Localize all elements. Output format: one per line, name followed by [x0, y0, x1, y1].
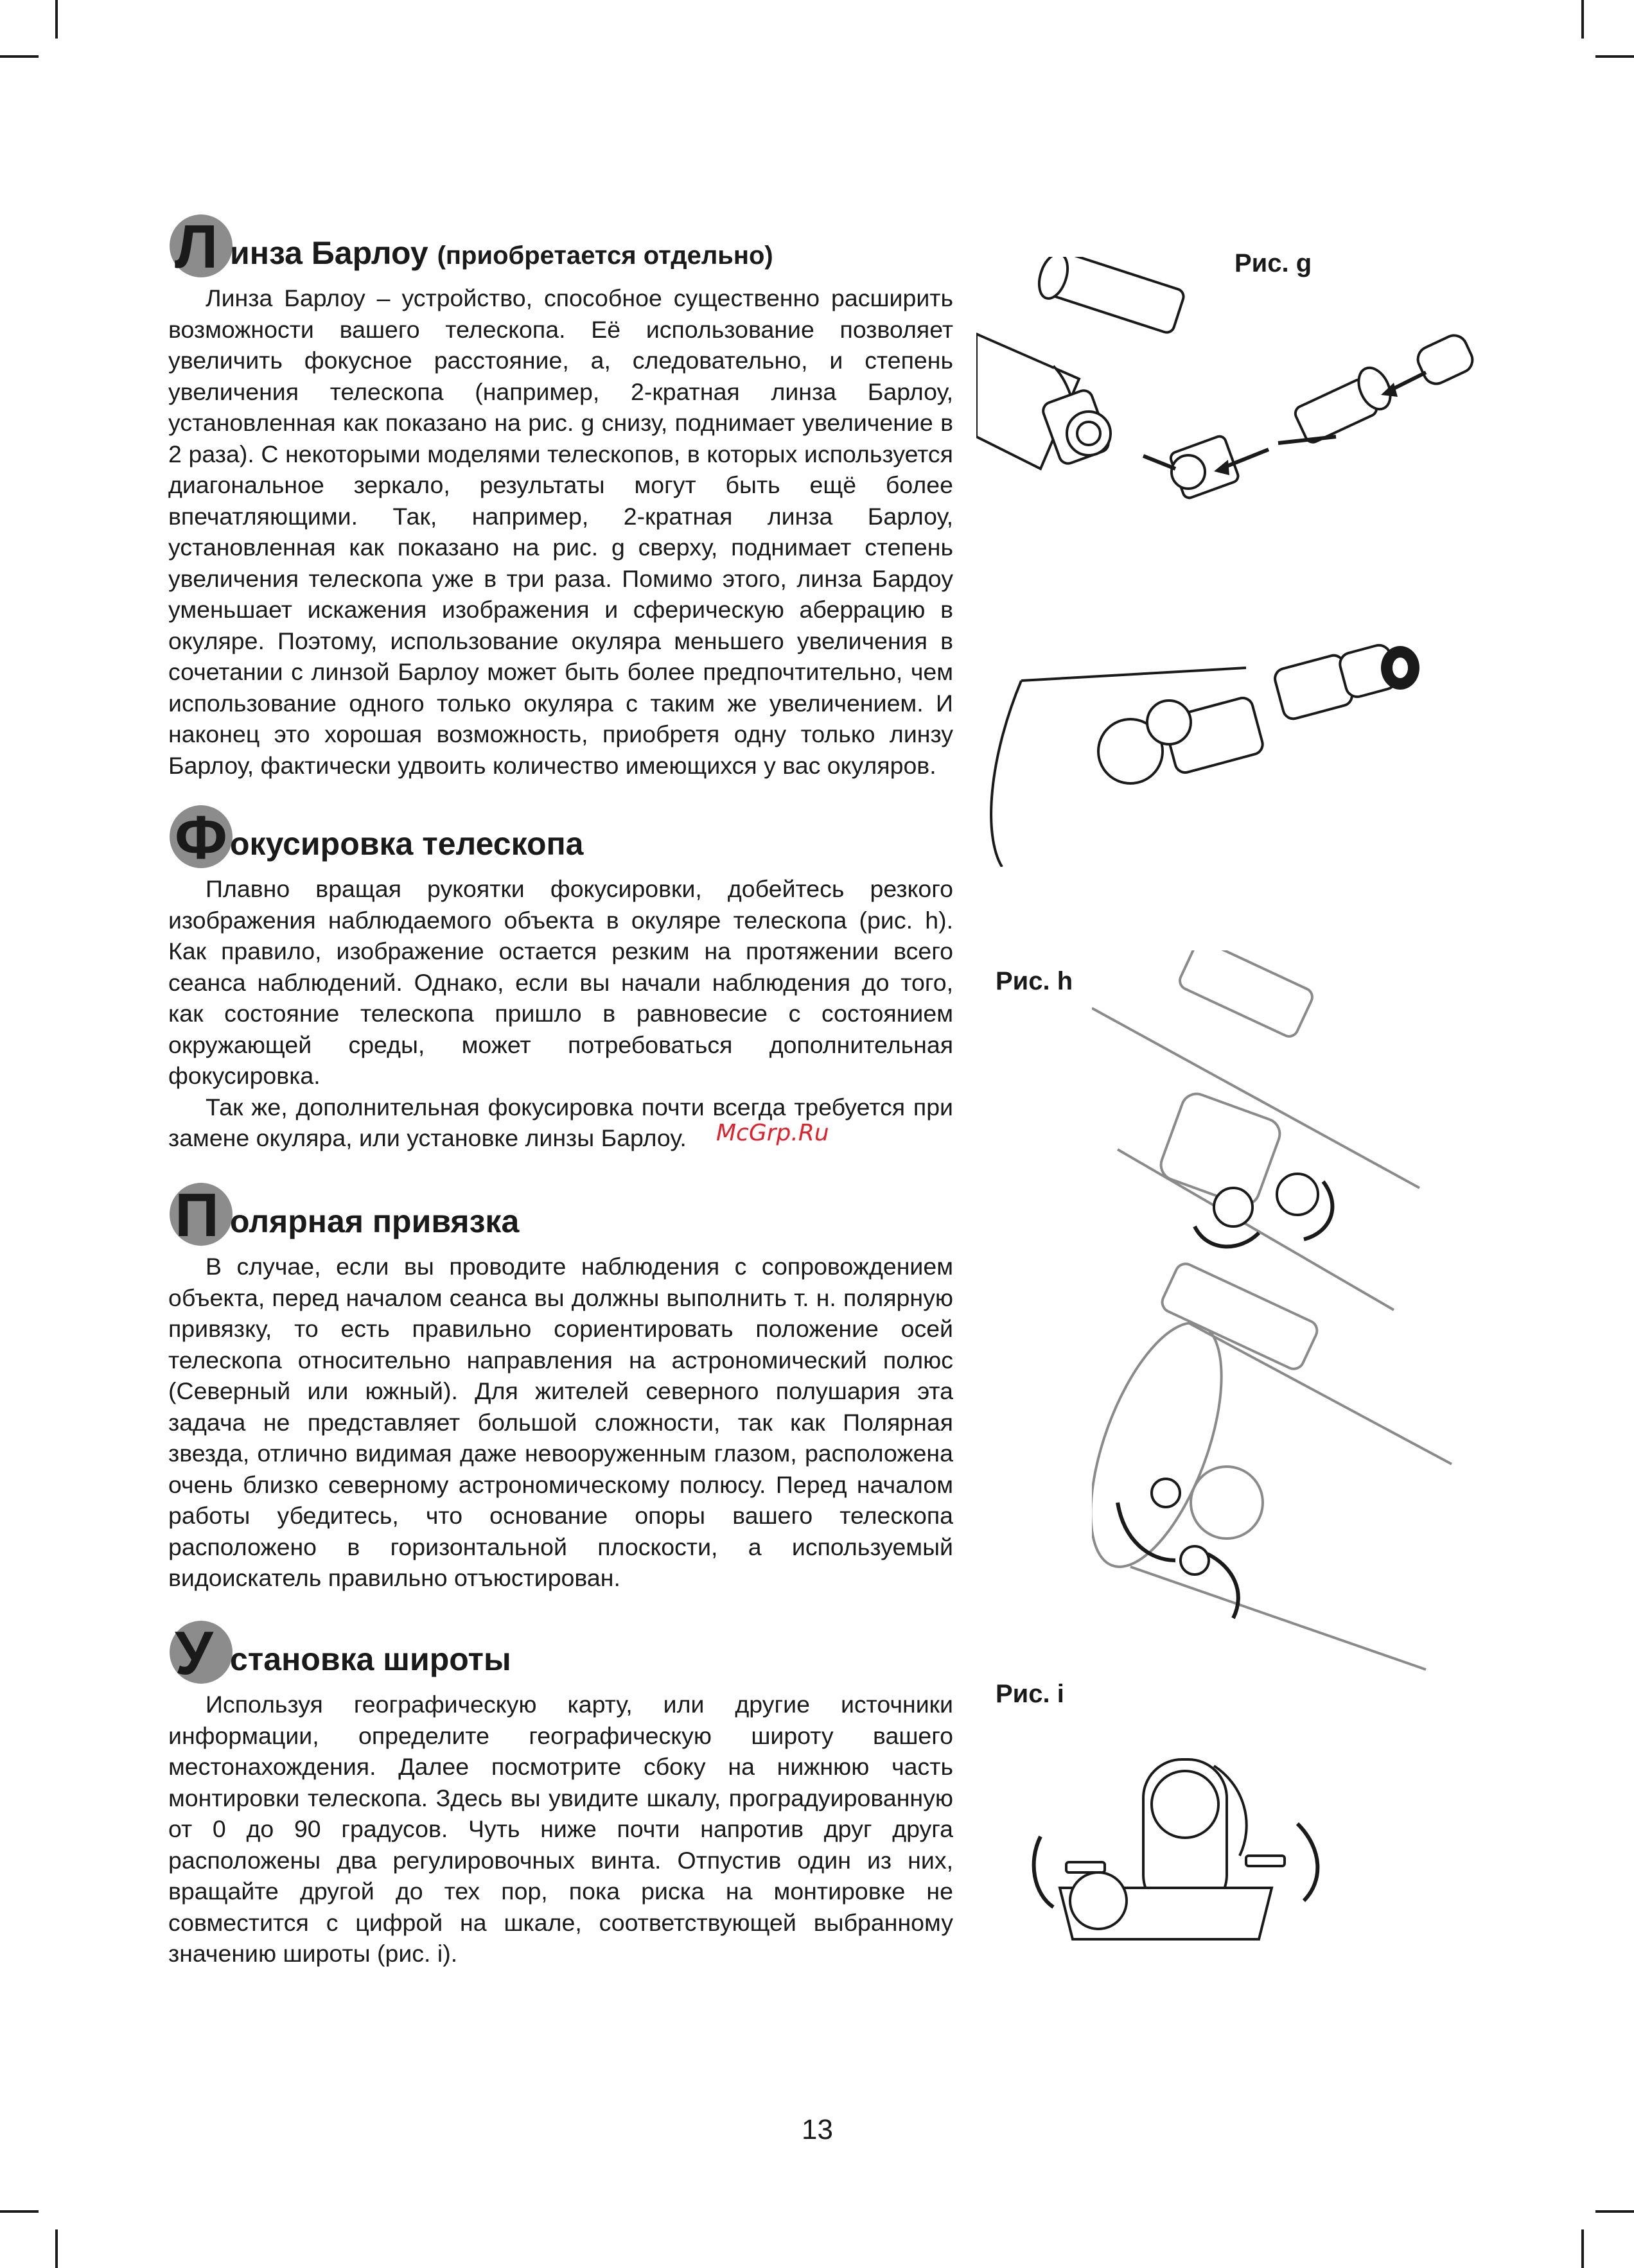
crop-mark: [0, 2210, 39, 2213]
paragraph: Линза Барлоу – устройство, способное существенно расширить возможности вашего телескопа. Её использование позволяет увеличить фокусное расстояние, а, следовательно, и степень увеличения телескопа (например, 2-кратная линза Барлоу, установленная как показано на рис. g снизу, поднимает увеличение в 2 раза). С некоторыми моделями телескопов, в которых используется диагональное зеркало, результаты могут быть ещё более впечатляющими. Так, например, 2-кратная линза Барлоу, установленная как показано на рис. g сверху, поднимает степень увеличения телескопа уже в три раза. Помимо этого, линза Бардоу уменьшает искажения изображения и сферическую аберрацию в окуляре. Поэтому, использование окуляра меньшего увеличения в сочетании с линзой Барлоу может быть более предпочтительно, чем использование одного только окуляра с таким же увеличением. И наконец это хорошая возможность, приобретя одну только линзу Барлоу, фактически удвоить количество имеющихся у вас окуляров.: [168, 284, 953, 779]
watermark: McGrp.Ru: [716, 1120, 829, 1146]
section-heading: [168, 212, 953, 283]
page-number: 13: [802, 2114, 833, 2145]
paragraph: Используя географическую карту, или другие источники информации, определите географическую широту вашего местонахождения. Далее посмотрите сбоку на нижнюю часть монтировки телескопа. Здесь вы увидите шкалу, проградуированную от 0 до 90 градусов. Чуть ниже почти напротив друг друга расположены два регулировочных винта. Отпустив один из них, вращайте другой до тех пор, пока риска на монтировке не совместится с цифрой на шкале, соответствующей выбранному значению широты (рис. i).: [168, 1691, 953, 1967]
telescope-tube-bottom: [991, 643, 1419, 867]
heading-title: окусировка телескопа: [230, 826, 584, 862]
heading-initial: Ф: [175, 803, 227, 872]
heading-title: олярная привязка: [230, 1203, 520, 1239]
figure-label-i: Рис. i: [996, 1680, 1064, 1708]
heading-title-text: инза Барлоу: [230, 235, 428, 271]
crop-mark: [55, 0, 58, 39]
heading-initial: П: [175, 1181, 219, 1250]
section-heading: [168, 803, 953, 873]
figure-g-illustration: [976, 257, 1477, 867]
telescope-focuser-bottom: [1092, 1260, 1452, 1670]
paragraph: В случае, если вы проводите наблюдения с сопровождением объекта, перед началом сеанса вы должны выполнить т. н. полярную привязку, то есть правильно сориентировать положение осей телескопа относительно направления на астрономический полюс (Северный или южный). Для жителей северного полушария эта задача не представляет большой сложности, так как Полярная звезда, отлично видимая даже невооруженным глазом, расположена очень близко северному астрономическому полюсу. Перед началом работы убедитесь, что основание опоры вашего телескопа расположено в горизонтальной плоскости, а используемый видоискатель правильно отъюстирован.: [168, 1253, 953, 1591]
section-heading: [168, 1180, 953, 1251]
paragraph: Так же, дополнительная фокусировка почти всегда требуется при замене окуляра, или установке линзы Барлоу.: [168, 1093, 953, 1151]
crop-mark: [55, 2229, 58, 2268]
section-latitude-setting: [168, 1618, 953, 1969]
figure-h-illustration: [1092, 950, 1464, 1676]
crop-mark: [1595, 55, 1634, 58]
heading-subtitle: (приобретается отдельно): [437, 241, 773, 270]
crop-mark: [0, 55, 39, 58]
section-barlow-lens: [168, 212, 953, 781]
eyepiece: [1414, 331, 1477, 388]
crop-mark: [1581, 0, 1584, 39]
heading-initial: У: [175, 1619, 213, 1688]
figure-label-g: Рис. g: [1234, 249, 1312, 277]
section-focusing: [168, 803, 953, 1154]
heading-title: [230, 234, 773, 275]
mount-latitude-scale: [1034, 1759, 1318, 1939]
heading-initial: Л: [175, 213, 218, 281]
paragraph: Плавно вращая рукоятки фокусировки, добейтесь резкого изображения наблюдаемого объекта в окуляре телескопа (рис. h). Как правило, изображение остается резким на протяжении всего сеанса наблюдений. Однако, если вы начали наблюдения до того, как состояние телескопа пришло в равновесие с состоянием окружающей среды, может потребоваться дополнительная фокусировка.: [168, 875, 953, 1089]
crop-mark: [1581, 2229, 1584, 2268]
section-heading: [168, 1618, 953, 1689]
telescope-tube-top: [976, 257, 1186, 469]
section-polar-alignment: [168, 1180, 953, 1594]
crop-mark: [1595, 2210, 1634, 2213]
figure-i-illustration: [1028, 1747, 1336, 1952]
heading-title: становка широты: [230, 1641, 511, 1677]
figure-label-h: Рис. h: [996, 967, 1073, 995]
barlow-lens: [1293, 363, 1396, 445]
telescope-focuser-top: [1092, 950, 1419, 1310]
